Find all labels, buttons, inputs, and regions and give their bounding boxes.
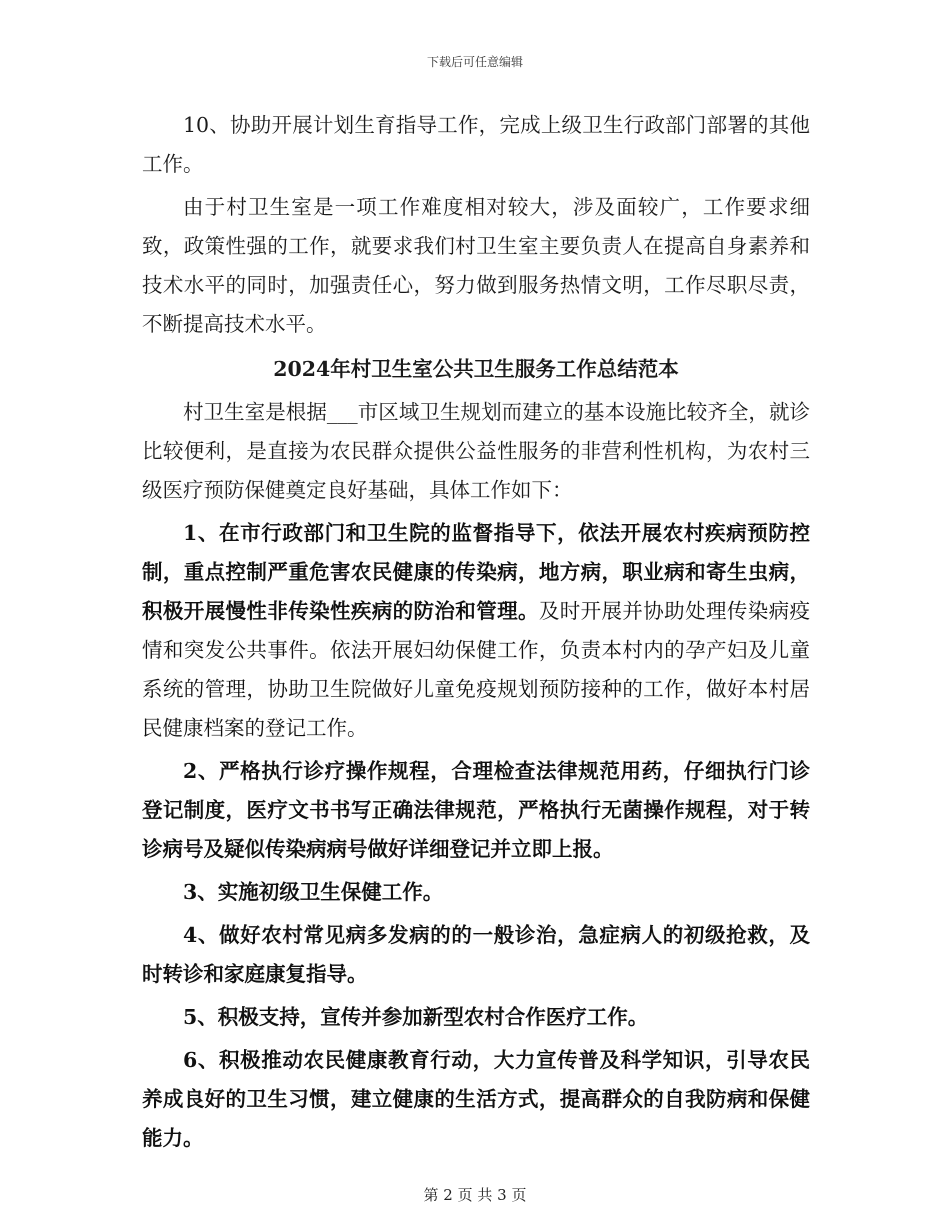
list-item-2: 2、严格执行诊疗操作规程，合理检查法律规范用药，仔细执行门诊登记制度，医疗文书书写正确法律规范，严格执行无菌操作规程，对于转诊病号及疑似传染病病号做好详细登记并立即上报。 — [142, 759, 810, 861]
page-footer: 第 2 页 共 3 页 — [423, 1186, 527, 1204]
list-item-5: 5、积极支持，宣传并参加新型农村合作医疗工作。 — [183, 1005, 649, 1029]
paragraph-item-10: 10、协助开展计划生育指导工作，完成上级卫生行政部门部署的其他工作。 — [142, 113, 810, 176]
list-item-4: 4、做好农村常见病多发病的的一般诊治，急症病人的初级抢救，及时转诊和家庭康复指导。 — [142, 923, 810, 986]
paragraph-conclusion: 由于村卫生室是一项工作难度相对较大，涉及面较广，工作要求细致，政策性强的工作，就要求我们村卫生室主要负责人在提高自身素养和技术水平的同时，加强责任心，努力做到服务热情文明，工作尽职尽责，不断提高技术水平。 — [142, 195, 810, 336]
page-header: 下载后可任意编辑 — [426, 55, 523, 69]
list-item-3: 3、实施初级卫生保健工作。 — [183, 880, 444, 904]
list-item-1-bold-text: 1、在市行政部门和卫生院的监督指导下，依法开展农村疾病预防控制，重点控制严重危害农民健康的传染病，地方病，职业病和寄生虫病，积极开展慢性非传染性疾病的防治和管理。 — [142, 521, 810, 623]
document-title: 2024年村卫生室公共卫生服务工作总结范本 — [273, 357, 679, 381]
paragraph-lead: 村卫生室是根据___市区域卫生规划而建立的基本设施比较齐全，就诊比较便利，是直接为农民群众提供公益性服务的非营利性机构，为农村三级医疗预防保健奠定良好基础，具体工作如下： — [142, 400, 810, 502]
list-item-1-normal-text: 及时开展并协助处理传染病疫情和突发公共事件。依法开展妇幼保健工作，负责本村内的孕产妇及儿童系统的管理，协助卫生院做好儿童免疫规划预防接种的工作，做好本村居民健康档案的登记工作。 — [142, 599, 811, 740]
list-item-1 — [142, 514, 810, 748]
document-body — [142, 106, 810, 1158]
list-item-6: 6、积极推动农民健康教育行动，大力宣传普及科学知识，引导农民养成良好的卫生习惯，建立健康的生活方式，提高群众的自我防病和保健能力。 — [142, 1048, 810, 1150]
